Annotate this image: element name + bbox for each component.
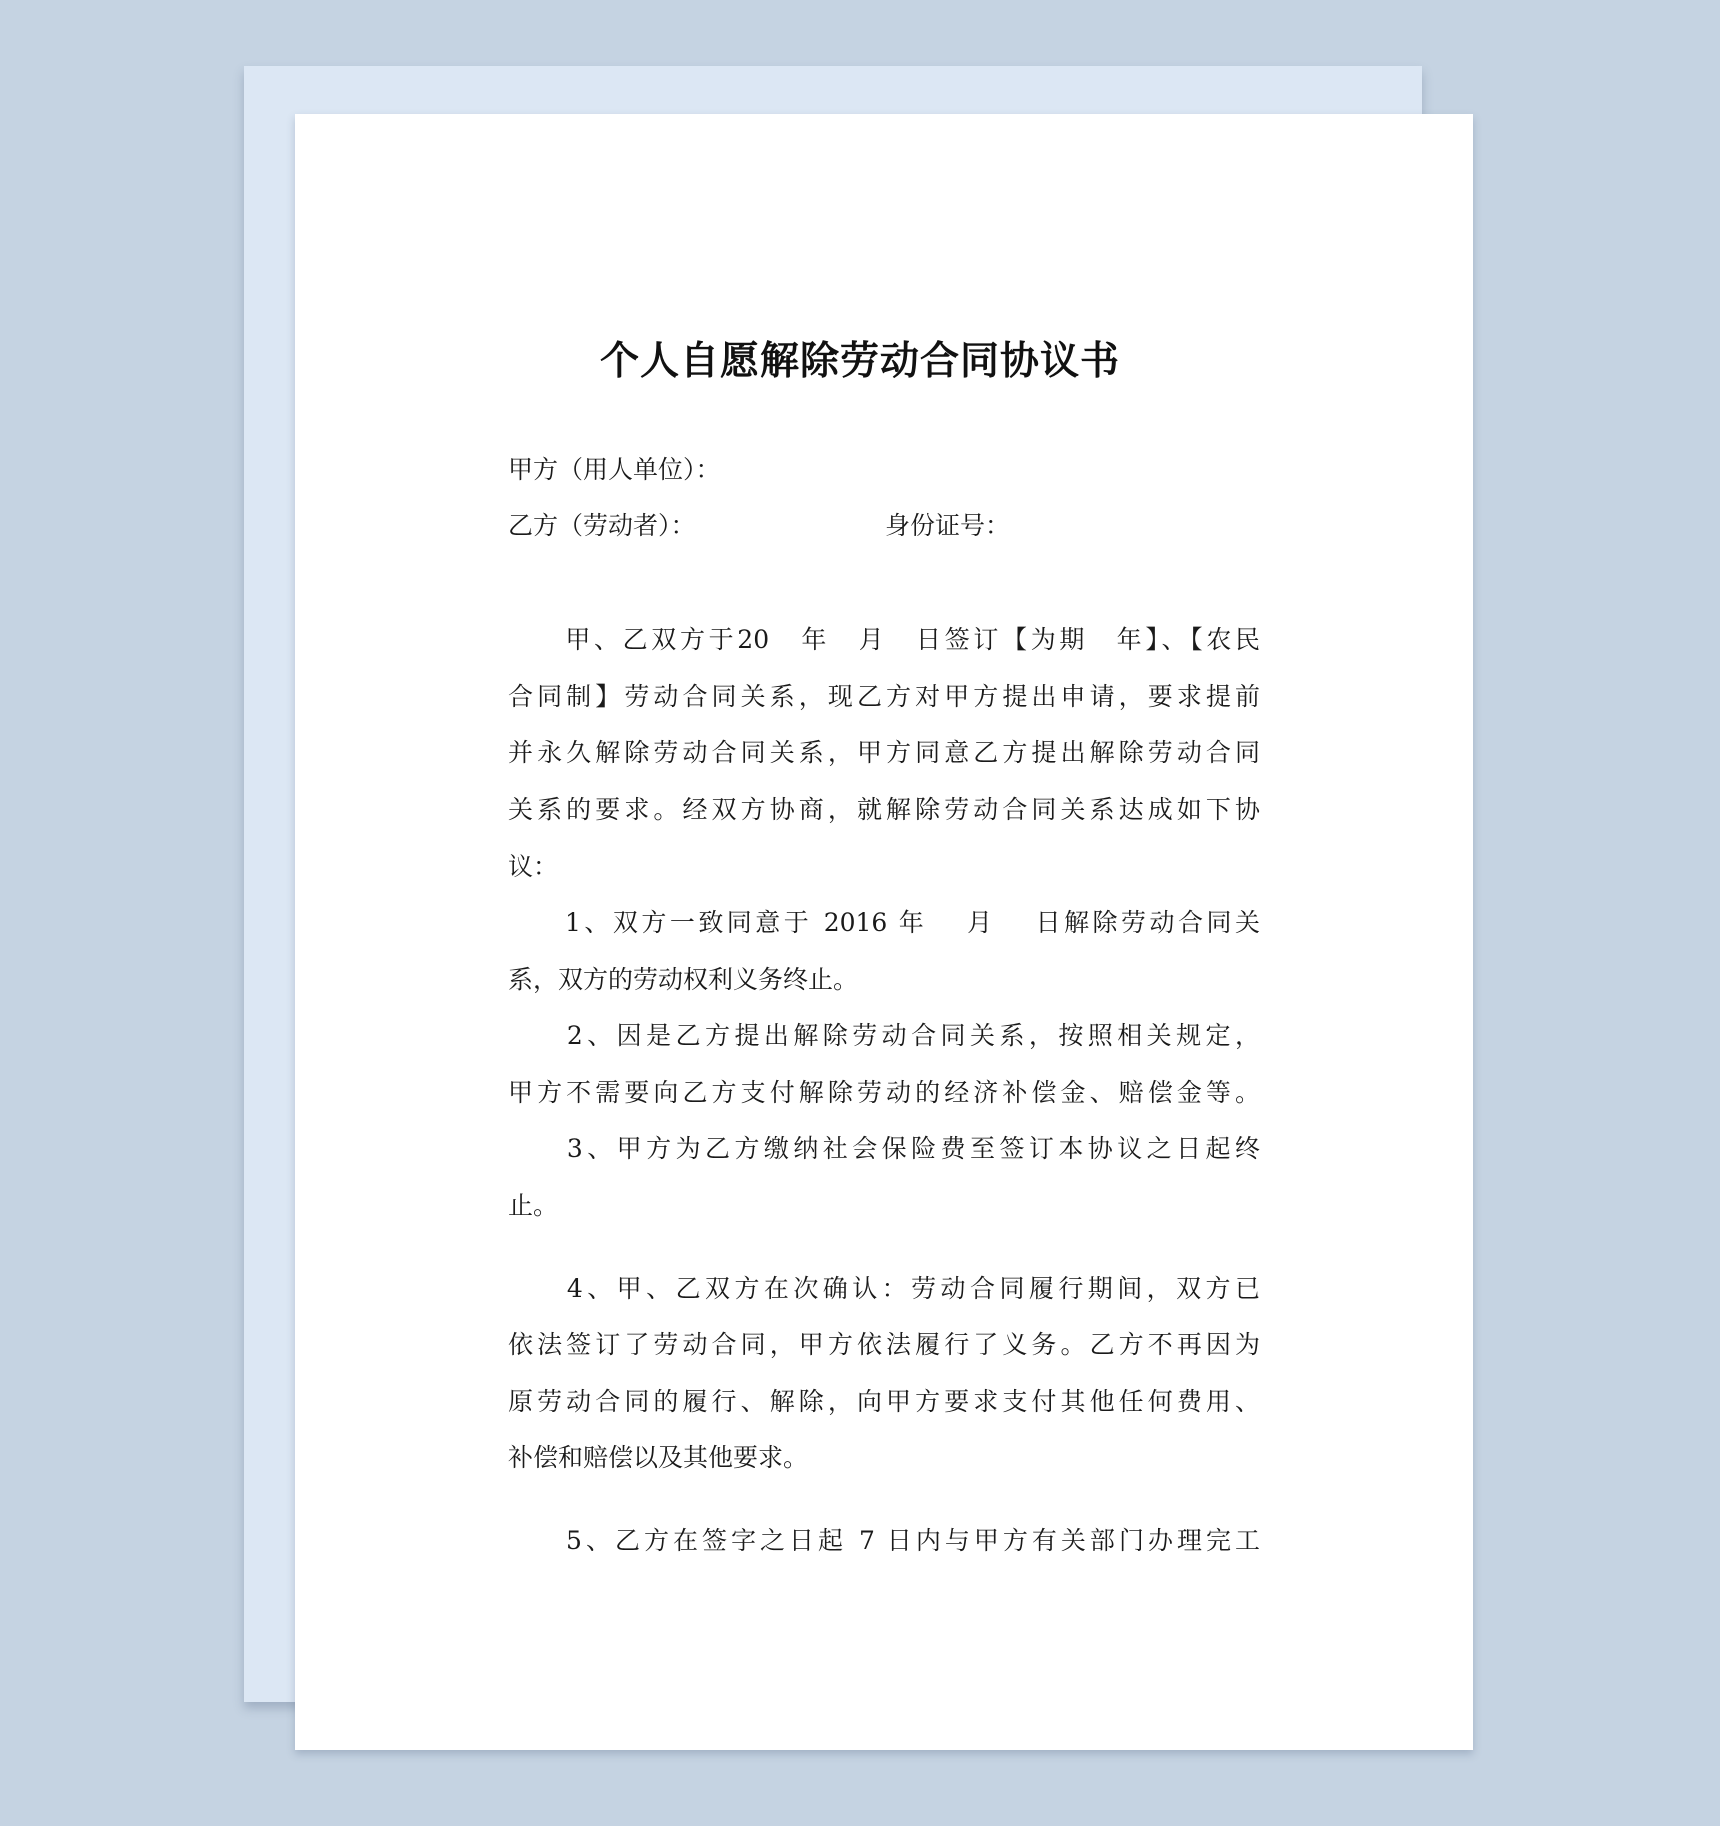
clause-2-line: 2、因是乙方提出解除劳动合同关系，按照相关规定， [508, 1021, 1260, 1050]
clause-3-line: 3、甲方为乙方缴纳社会保险费至签订本协议之日起终 [508, 1134, 1260, 1163]
clause-3-line: 止。 [508, 1191, 559, 1220]
body-line: 甲、乙双方于20 年 月 日签订【为期 年】、【农民 [508, 625, 1260, 654]
party-a-label: 甲方（用人单位）： [508, 455, 721, 484]
clause-4-line: 依法签订了劳动合同，甲方依法履行了义务。乙方不再因为 [508, 1330, 1260, 1359]
clause-4-line: 补偿和赔偿以及其他要求。 [508, 1443, 809, 1472]
clause-4-line: 4、甲、乙双方在次确认：劳动合同履行期间，双方已 [508, 1274, 1260, 1303]
clause-1-line: 系，双方的劳动权利义务终止。 [508, 965, 859, 994]
document-title: 个人自愿解除劳动合同协议书 [599, 339, 1120, 384]
clause-5-line: 5、乙方在签字之日起 7 日内与甲方有关部门办理完工 [508, 1526, 1260, 1555]
clause-1-line: 1、双方一致同意于 2016 年 月 日解除劳动合同关 [508, 908, 1260, 937]
clause-2-line: 甲方不需要向乙方支付解除劳动的经济补偿金、赔偿金等。 [508, 1078, 1260, 1107]
body-line: 关系的要求。经双方协商，就解除劳动合同关系达成如下协 [508, 795, 1260, 824]
body-line: 并永久解除劳动合同关系，甲方同意乙方提出解除劳动合同 [508, 738, 1260, 767]
party-b-label: 乙方（劳动者）： [508, 511, 696, 540]
id-number-label: 身份证号： [885, 511, 1011, 540]
body-line: 合同制】劳动合同关系，现乙方对甲方提出申请，要求提前 [508, 682, 1260, 711]
clause-4-line: 原劳动合同的履行、解除，向甲方要求支付其他任何费用、 [508, 1387, 1260, 1416]
body-line: 议： [508, 852, 559, 881]
